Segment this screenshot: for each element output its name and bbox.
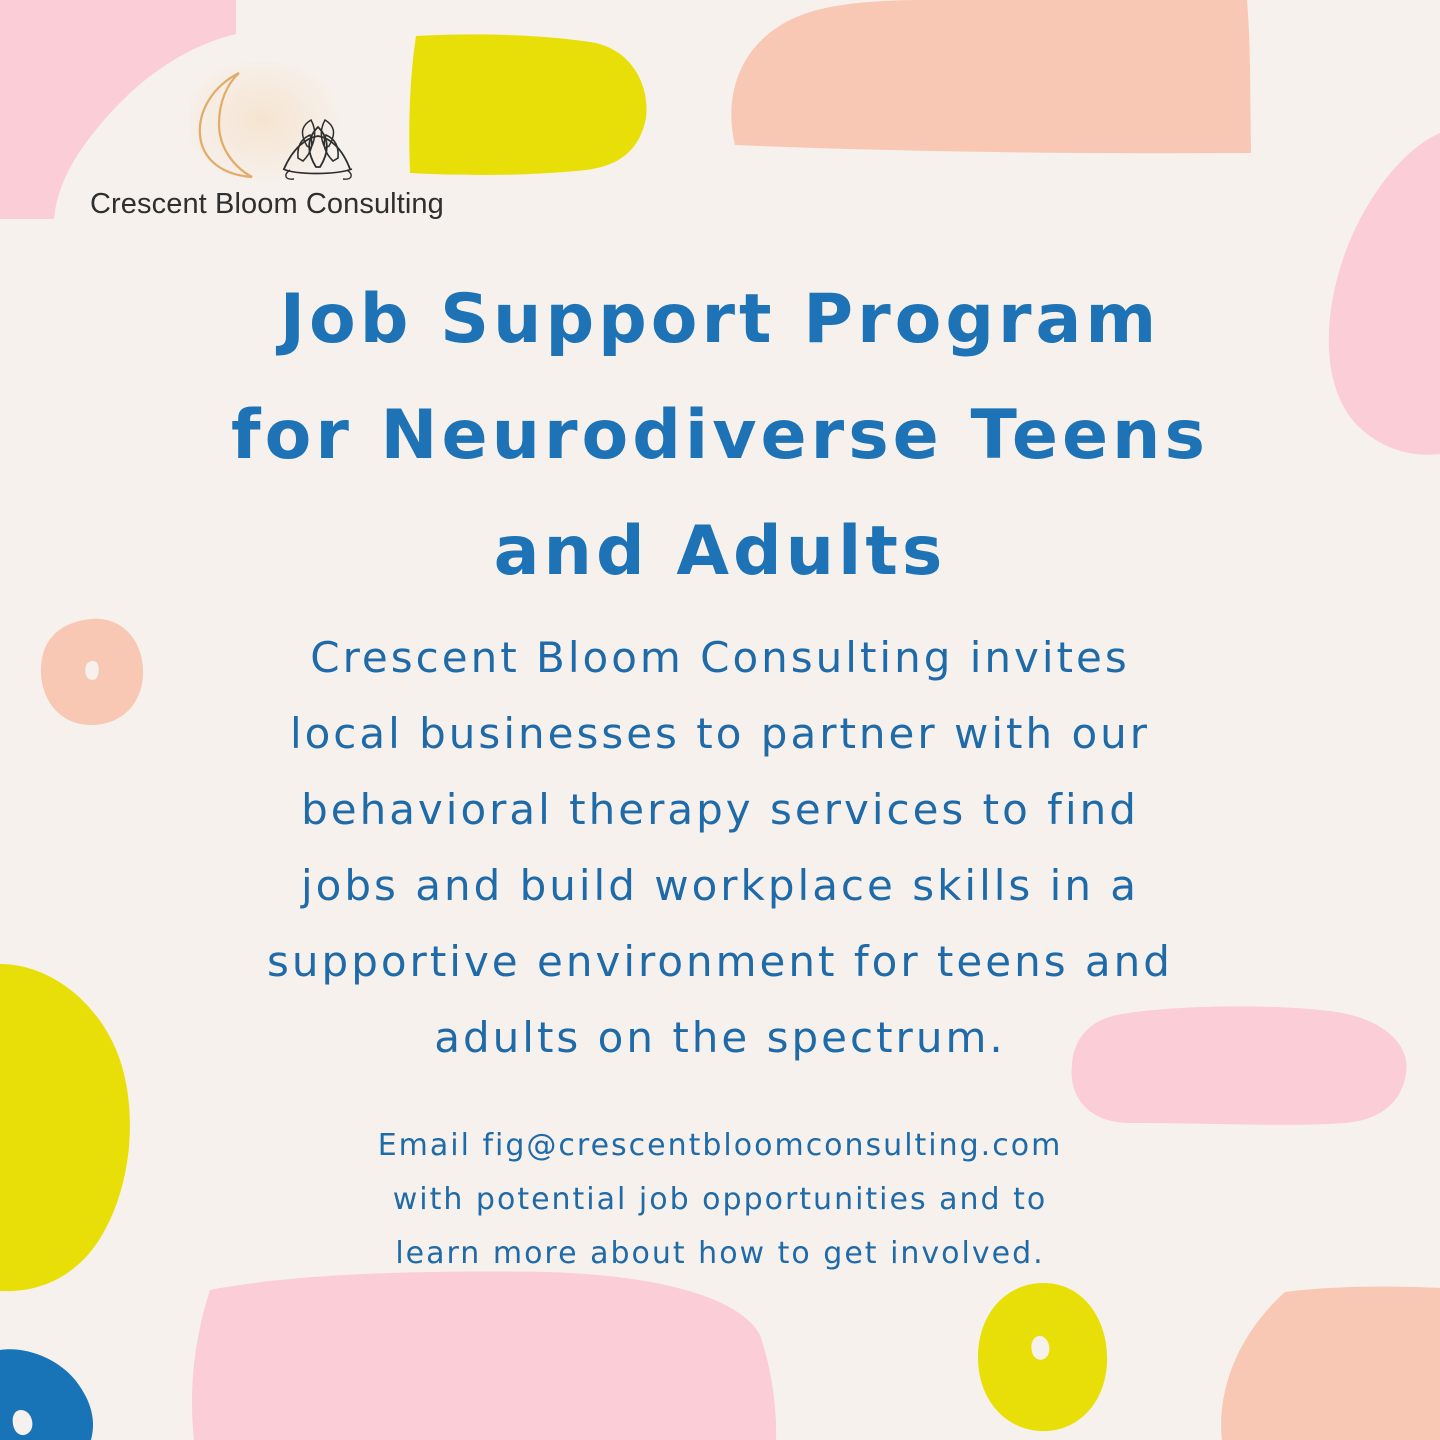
description-line: adults on the spectrum. [434, 1013, 1006, 1062]
headline-line: and Adults [493, 512, 947, 591]
description-line: jobs and build workplace skills in a [300, 861, 1140, 910]
contact-line: with potential job opportunities and to [392, 1182, 1048, 1217]
description-line: Crescent Bloom Consulting invites [310, 633, 1130, 682]
top-peach-shape [731, 0, 1251, 153]
description-line: local businesses to partner with our [289, 709, 1151, 758]
contact-line: Email fig@crescentbloomconsulting.com [377, 1128, 1063, 1163]
brand-name: Crescent Bloom Consulting [90, 188, 444, 220]
bottom-left-blue-ring [0, 1349, 93, 1440]
headline-line: for Neurodiverse Teens [231, 396, 1209, 475]
bottom-right-peach-shape [1221, 1287, 1440, 1440]
description-line: behavioral therapy services to find [301, 785, 1139, 834]
brand-logo [86, 62, 506, 232]
left-peach-ring [41, 619, 143, 725]
crescent-lotus-icon [190, 62, 420, 182]
contact-message [300, 1119, 1140, 1281]
headline-line: Job Support Program [279, 280, 1161, 359]
program-description [240, 620, 1200, 1076]
contact-line: learn more about how to get involved. [395, 1236, 1045, 1271]
right-pink-shape [1329, 133, 1440, 455]
bottom-yellow-ring [978, 1283, 1107, 1431]
program-headline [140, 262, 1300, 610]
description-line: supportive environment for teens and [267, 937, 1173, 986]
bottom-pink-shape [192, 1271, 776, 1440]
left-yellow-shape [0, 964, 130, 1291]
